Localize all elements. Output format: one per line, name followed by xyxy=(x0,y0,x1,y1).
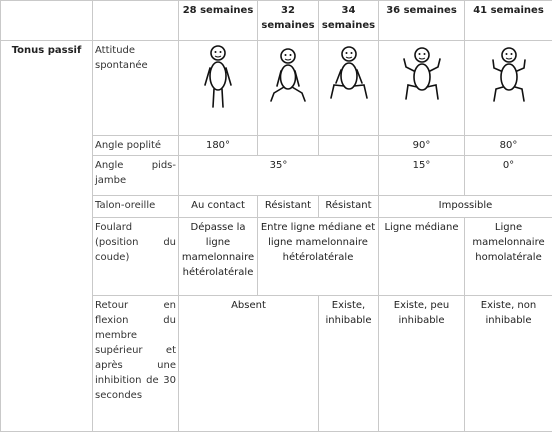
header-empty-1 xyxy=(1,1,93,41)
talon-32: Résistant xyxy=(258,196,319,218)
label-angle-poplite: Angle poplité xyxy=(93,136,179,156)
poplite-32 xyxy=(258,136,319,156)
retour-36: Existe, peu inhibable xyxy=(379,296,465,432)
label-talon-oreille: Talon-oreille xyxy=(93,196,179,218)
poplite-28: 180° xyxy=(179,136,258,156)
retour-34: Existe, inhibable xyxy=(319,296,379,432)
talon-36-41: Impossible xyxy=(379,196,552,218)
figure-41-semaines xyxy=(465,41,552,136)
baby-posture-36-icon xyxy=(394,43,450,113)
baby-posture-41-icon xyxy=(481,43,537,113)
figure-28-semaines xyxy=(179,41,258,136)
retour-41: Existe, non inhibable xyxy=(465,296,552,432)
label-foulard: Foulard (position du coude) xyxy=(93,218,179,296)
baby-posture-28-icon xyxy=(196,43,240,113)
foulard-41: Ligne mamelonnaire homolatérale xyxy=(465,218,552,296)
foulard-32-34: Entre ligne médiane et ligne mamelonnaire hétérolatérale xyxy=(258,218,379,296)
figure-34-semaines xyxy=(319,41,379,136)
label-retour-flexion: Retour en flexion du membre supérieur et après une inhibition de 30 secondes xyxy=(93,296,179,432)
poplite-36: 90° xyxy=(379,136,465,156)
header-34-semaines: 34 semaines xyxy=(319,1,379,41)
talon-34: Résistant xyxy=(319,196,379,218)
header-36-semaines: 36 semaines xyxy=(379,1,465,41)
section-tonus-passif: Tonus passif xyxy=(1,41,93,432)
baby-posture-32-icon xyxy=(265,43,311,113)
header-32-semaines: 32 semaines xyxy=(258,1,319,41)
pieds-36: 15° xyxy=(379,156,465,196)
header-row xyxy=(1,1,552,41)
figure-32-semaines xyxy=(258,41,319,136)
retour-28-32: Absent xyxy=(179,296,319,432)
pieds-41: 0° xyxy=(465,156,552,196)
figure-36-semaines xyxy=(379,41,465,136)
header-empty-2 xyxy=(93,1,179,41)
talon-28: Au contact xyxy=(179,196,258,218)
label-attitude: Attitude spontanée xyxy=(93,41,179,136)
foulard-36: Ligne médiane xyxy=(379,218,465,296)
pieds-28-34: 35° xyxy=(179,156,379,196)
header-28-semaines: 28 semaines xyxy=(179,1,258,41)
poplite-34 xyxy=(319,136,379,156)
baby-posture-34-icon xyxy=(324,43,374,113)
row-attitude xyxy=(1,41,552,136)
poplite-41: 80° xyxy=(465,136,552,156)
foulard-28: Dépasse la ligne mamelonnaire hétérolatérale xyxy=(179,218,258,296)
label-angle-pieds-jambe: Angle pids-jambe xyxy=(93,156,179,196)
header-41-semaines: 41 semaines xyxy=(465,1,552,41)
